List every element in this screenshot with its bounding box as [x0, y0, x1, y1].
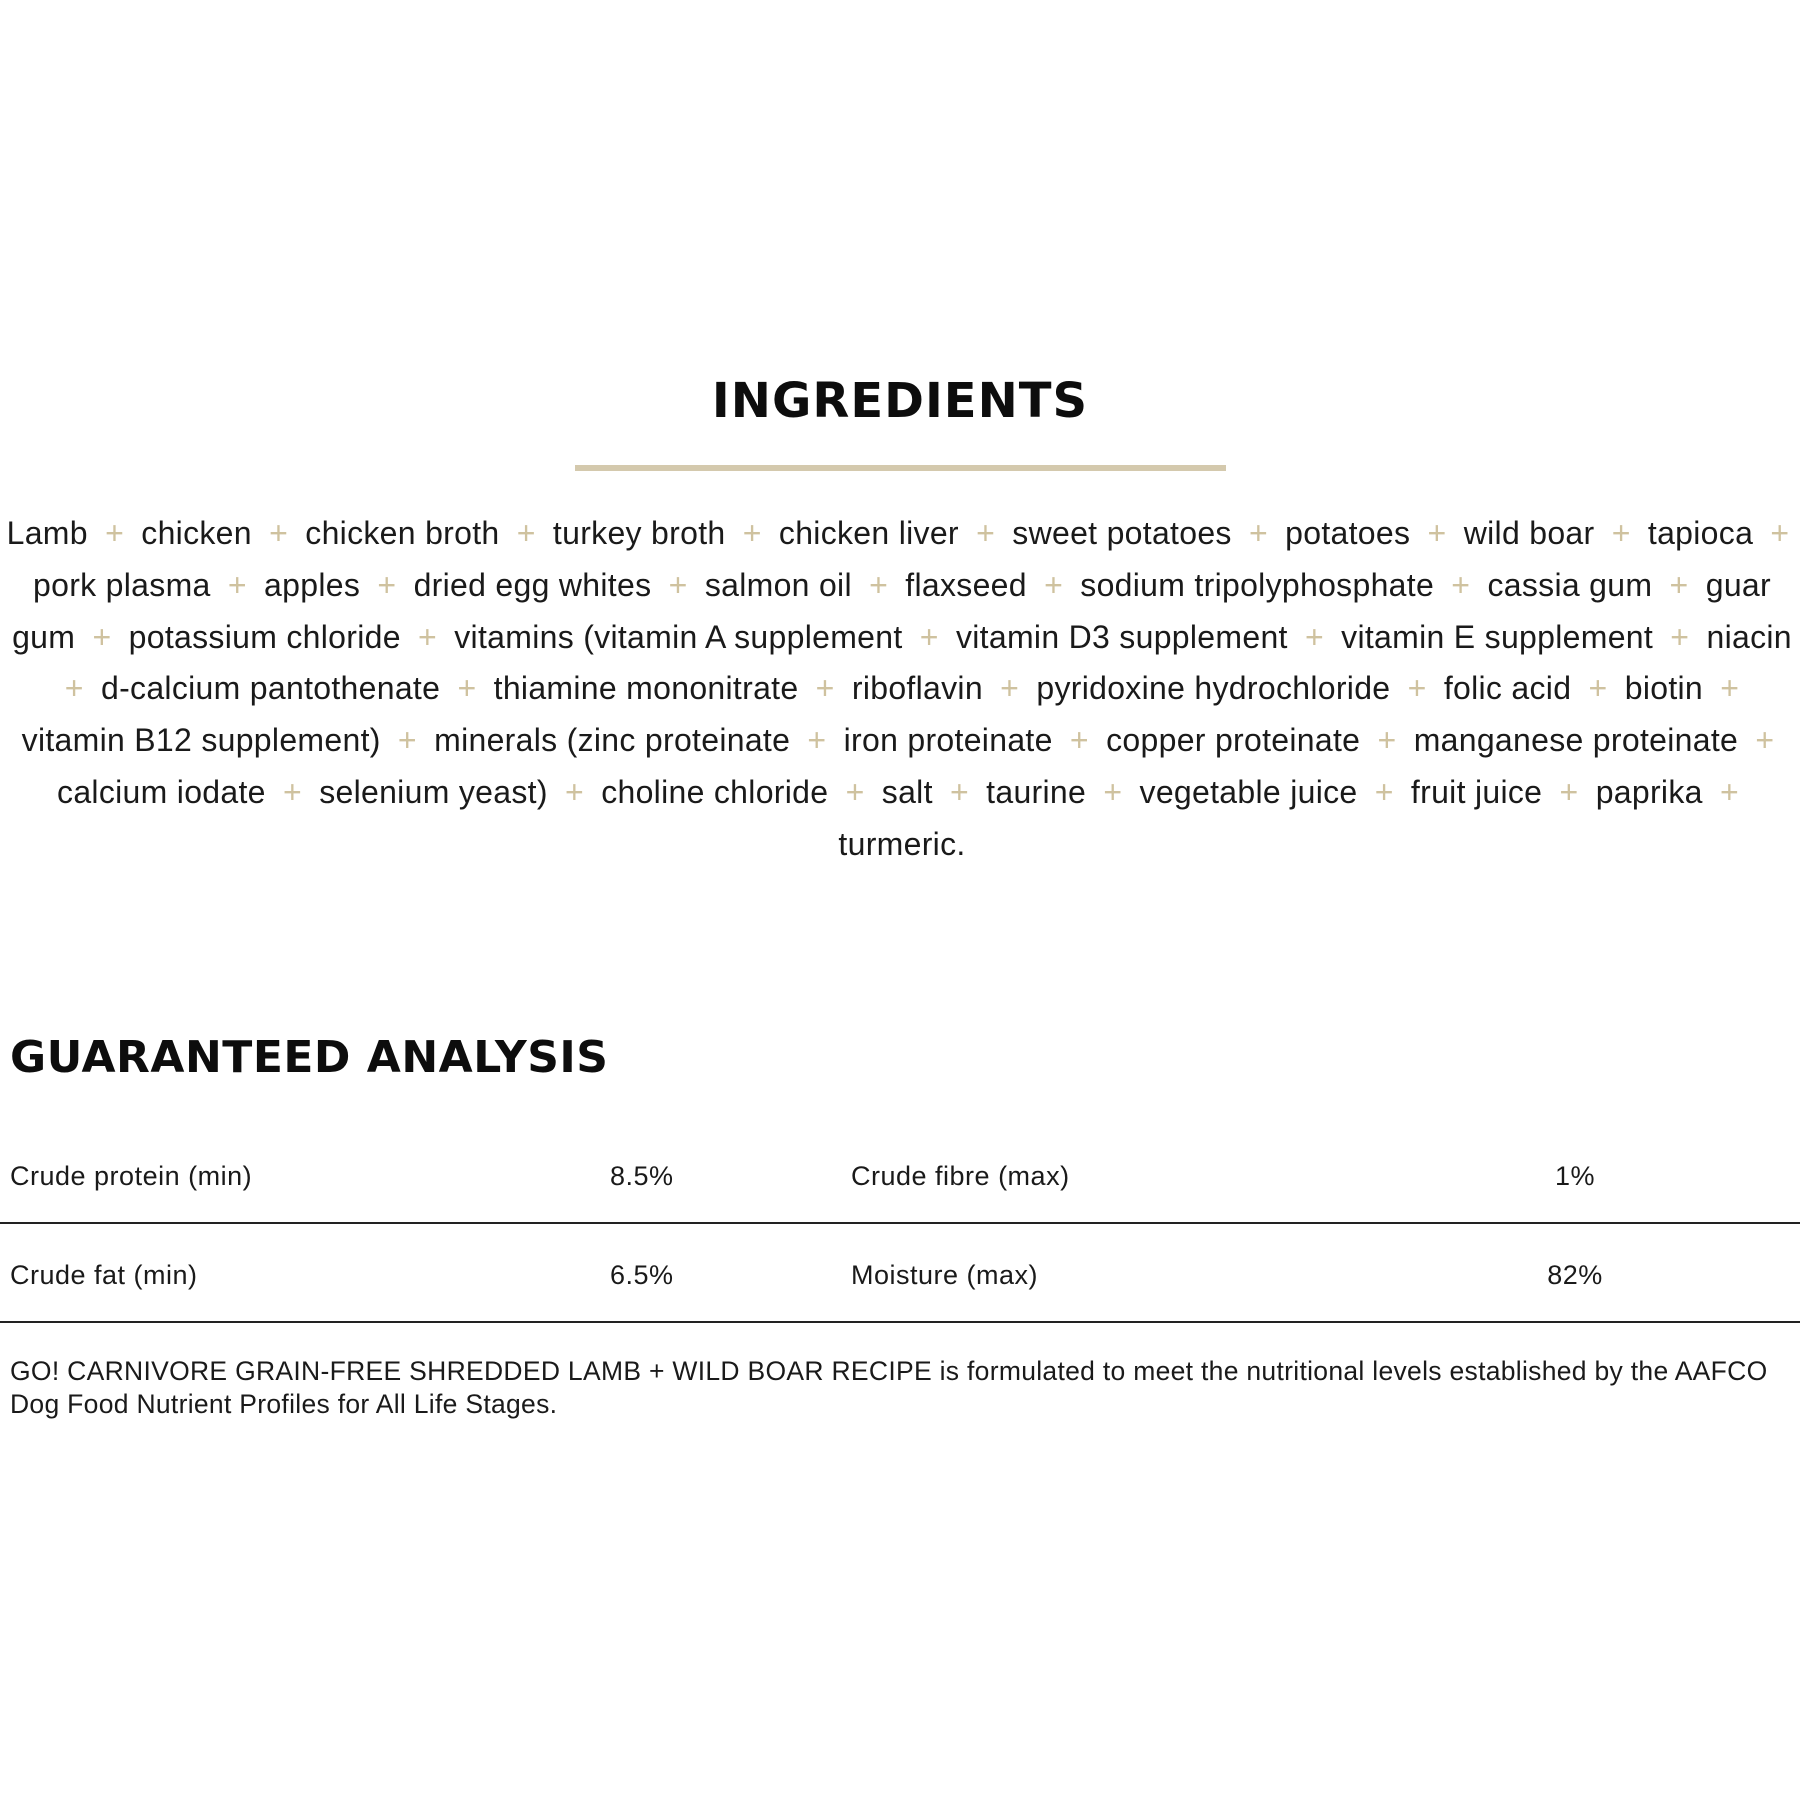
ingredient-item: flaxseed: [905, 566, 1027, 603]
plus-separator-icon: +: [1069, 722, 1089, 759]
plus-separator-icon: +: [1770, 515, 1790, 551]
plus-separator-icon: +: [815, 670, 835, 707]
ingredient-item: vitamin E supplement: [1341, 618, 1654, 655]
ingredient-item: vitamins (vitamin A supplement: [454, 618, 903, 655]
plus-separator-icon: +: [1427, 515, 1447, 551]
guaranteed-analysis-table: [0, 1125, 1800, 1323]
ingredient-item: wild boar: [1463, 515, 1595, 551]
plus-separator-icon: +: [1407, 670, 1427, 707]
ingredient-item: cassia gum: [1487, 566, 1653, 603]
plus-separator-icon: +: [457, 670, 477, 707]
ingredient-item: fruit juice: [1410, 773, 1543, 810]
plus-separator-icon: +: [919, 618, 939, 655]
ingredient-item: Lamb: [6, 515, 88, 551]
ingredient-item: salt: [881, 773, 933, 810]
ingredient-item: manganese proteinate: [1413, 722, 1739, 759]
moisture-value: 82%: [1547, 1260, 1603, 1290]
plus-separator-icon: +: [1588, 670, 1608, 707]
ingredient-item: potatoes: [1285, 515, 1411, 551]
plus-separator-icon: +: [516, 515, 536, 551]
plus-separator-icon: +: [1377, 722, 1397, 759]
plus-separator-icon: +: [869, 566, 889, 603]
aafco-statement: GO! CARNIVORE GRAIN-FREE SHREDDED LAMB + WILD BOAR RECIPE is formulated to meet the nutritional levels established by the AAFCO Dog Food Nutrient Profiles for All Life Stages.: [10, 1356, 1768, 1419]
ingredient-item: vitamin B12 supplement): [21, 722, 381, 759]
ingredient-item: potassium chloride: [128, 618, 401, 655]
ingredient-item: salmon oil: [704, 566, 852, 603]
plus-separator-icon: +: [397, 722, 417, 759]
crude-fibre-value: 1%: [1554, 1161, 1596, 1191]
plus-separator-icon: +: [1044, 566, 1064, 603]
ingredient-item: selenium yeast): [319, 773, 548, 810]
plus-separator-icon: +: [92, 618, 112, 655]
ingredient-item: chicken: [141, 515, 252, 551]
plus-separator-icon: +: [1559, 773, 1579, 810]
ingredient-item: tapioca: [1647, 515, 1754, 551]
ingredient-item: riboflavin: [851, 670, 983, 707]
plus-separator-icon: +: [976, 515, 996, 551]
moisture-label: Moisture (max): [851, 1260, 1039, 1290]
analysis-row: [0, 1224, 1800, 1323]
ingredient-item: dried egg whites: [413, 566, 652, 603]
plus-separator-icon: +: [377, 566, 397, 603]
ingredient-item: apples: [264, 566, 361, 603]
plus-separator-icon: +: [1374, 773, 1394, 810]
crude-protein-value: 8.5%: [610, 1161, 674, 1191]
ingredient-item: chicken liver: [778, 515, 959, 551]
plus-separator-icon: +: [1670, 618, 1690, 655]
plus-separator-icon: +: [1611, 515, 1631, 551]
crude-fat-label: Crude fat (min): [10, 1260, 198, 1290]
ingredient-item: vegetable juice: [1139, 773, 1358, 810]
crude-fibre-label: Crude fibre (max): [851, 1161, 1070, 1191]
crude-fat-value: 6.5%: [610, 1260, 674, 1290]
ingredient-item: thiamine mononitrate: [493, 670, 799, 707]
plus-separator-icon: +: [105, 515, 125, 551]
ingredient-item: turmeric.: [838, 825, 966, 862]
plus-separator-icon: +: [1103, 773, 1123, 810]
ingredients-list: [6, 508, 1798, 871]
ingredient-item: iron proteinate: [843, 722, 1053, 759]
plus-separator-icon: +: [807, 722, 827, 759]
ingredient-item: copper proteinate: [1106, 722, 1361, 759]
plus-separator-icon: +: [269, 515, 289, 551]
plus-separator-icon: +: [1719, 773, 1739, 810]
ingredient-item: guar gum: [12, 566, 1771, 655]
ingredient-item: calcium iodate: [57, 773, 266, 810]
plus-separator-icon: +: [1669, 566, 1689, 603]
ingredient-item: sweet potatoes: [1012, 515, 1232, 551]
plus-separator-icon: +: [418, 618, 438, 655]
plus-separator-icon: +: [1000, 670, 1020, 707]
heading-underline: [575, 465, 1226, 471]
plus-separator-icon: +: [1304, 618, 1324, 655]
ingredient-item: niacin: [1706, 618, 1792, 655]
plus-separator-icon: +: [1755, 722, 1775, 759]
plus-separator-icon: +: [949, 773, 969, 810]
plus-separator-icon: +: [1720, 670, 1740, 707]
ingredient-item: taurine: [986, 773, 1087, 810]
ingredient-item: pork plasma: [33, 566, 211, 603]
ingredient-item: chicken broth: [305, 515, 500, 551]
ingredient-item: paprika: [1595, 773, 1703, 810]
plus-separator-icon: +: [64, 670, 84, 707]
ingredient-item: minerals (zinc proteinate: [434, 722, 791, 759]
ingredient-item: pyridoxine hydrochloride: [1036, 670, 1391, 707]
plus-separator-icon: +: [564, 773, 584, 810]
ingredient-item: d-calcium pantothenate: [100, 670, 441, 707]
plus-separator-icon: +: [282, 773, 302, 810]
ingredients-heading: INGREDIENTS: [711, 373, 1089, 429]
plus-separator-icon: +: [227, 566, 247, 603]
plus-separator-icon: +: [1451, 566, 1471, 603]
plus-separator-icon: +: [845, 773, 865, 810]
plus-separator-icon: +: [1248, 515, 1268, 551]
guaranteed-analysis-heading: GUARANTEED ANALYSIS: [10, 1032, 609, 1083]
analysis-row: [0, 1125, 1800, 1224]
ingredient-item: vitamin D3 supplement: [955, 618, 1288, 655]
crude-protein-label: Crude protein (min): [10, 1161, 253, 1191]
ingredient-item: choline chloride: [601, 773, 829, 810]
ingredient-item: sodium tripolyphosphate: [1080, 566, 1435, 603]
ingredient-item: turkey broth: [552, 515, 726, 551]
ingredient-item: biotin: [1624, 670, 1704, 707]
plus-separator-icon: +: [742, 515, 762, 551]
plus-separator-icon: +: [668, 566, 688, 603]
ingredient-item: folic acid: [1443, 670, 1572, 707]
